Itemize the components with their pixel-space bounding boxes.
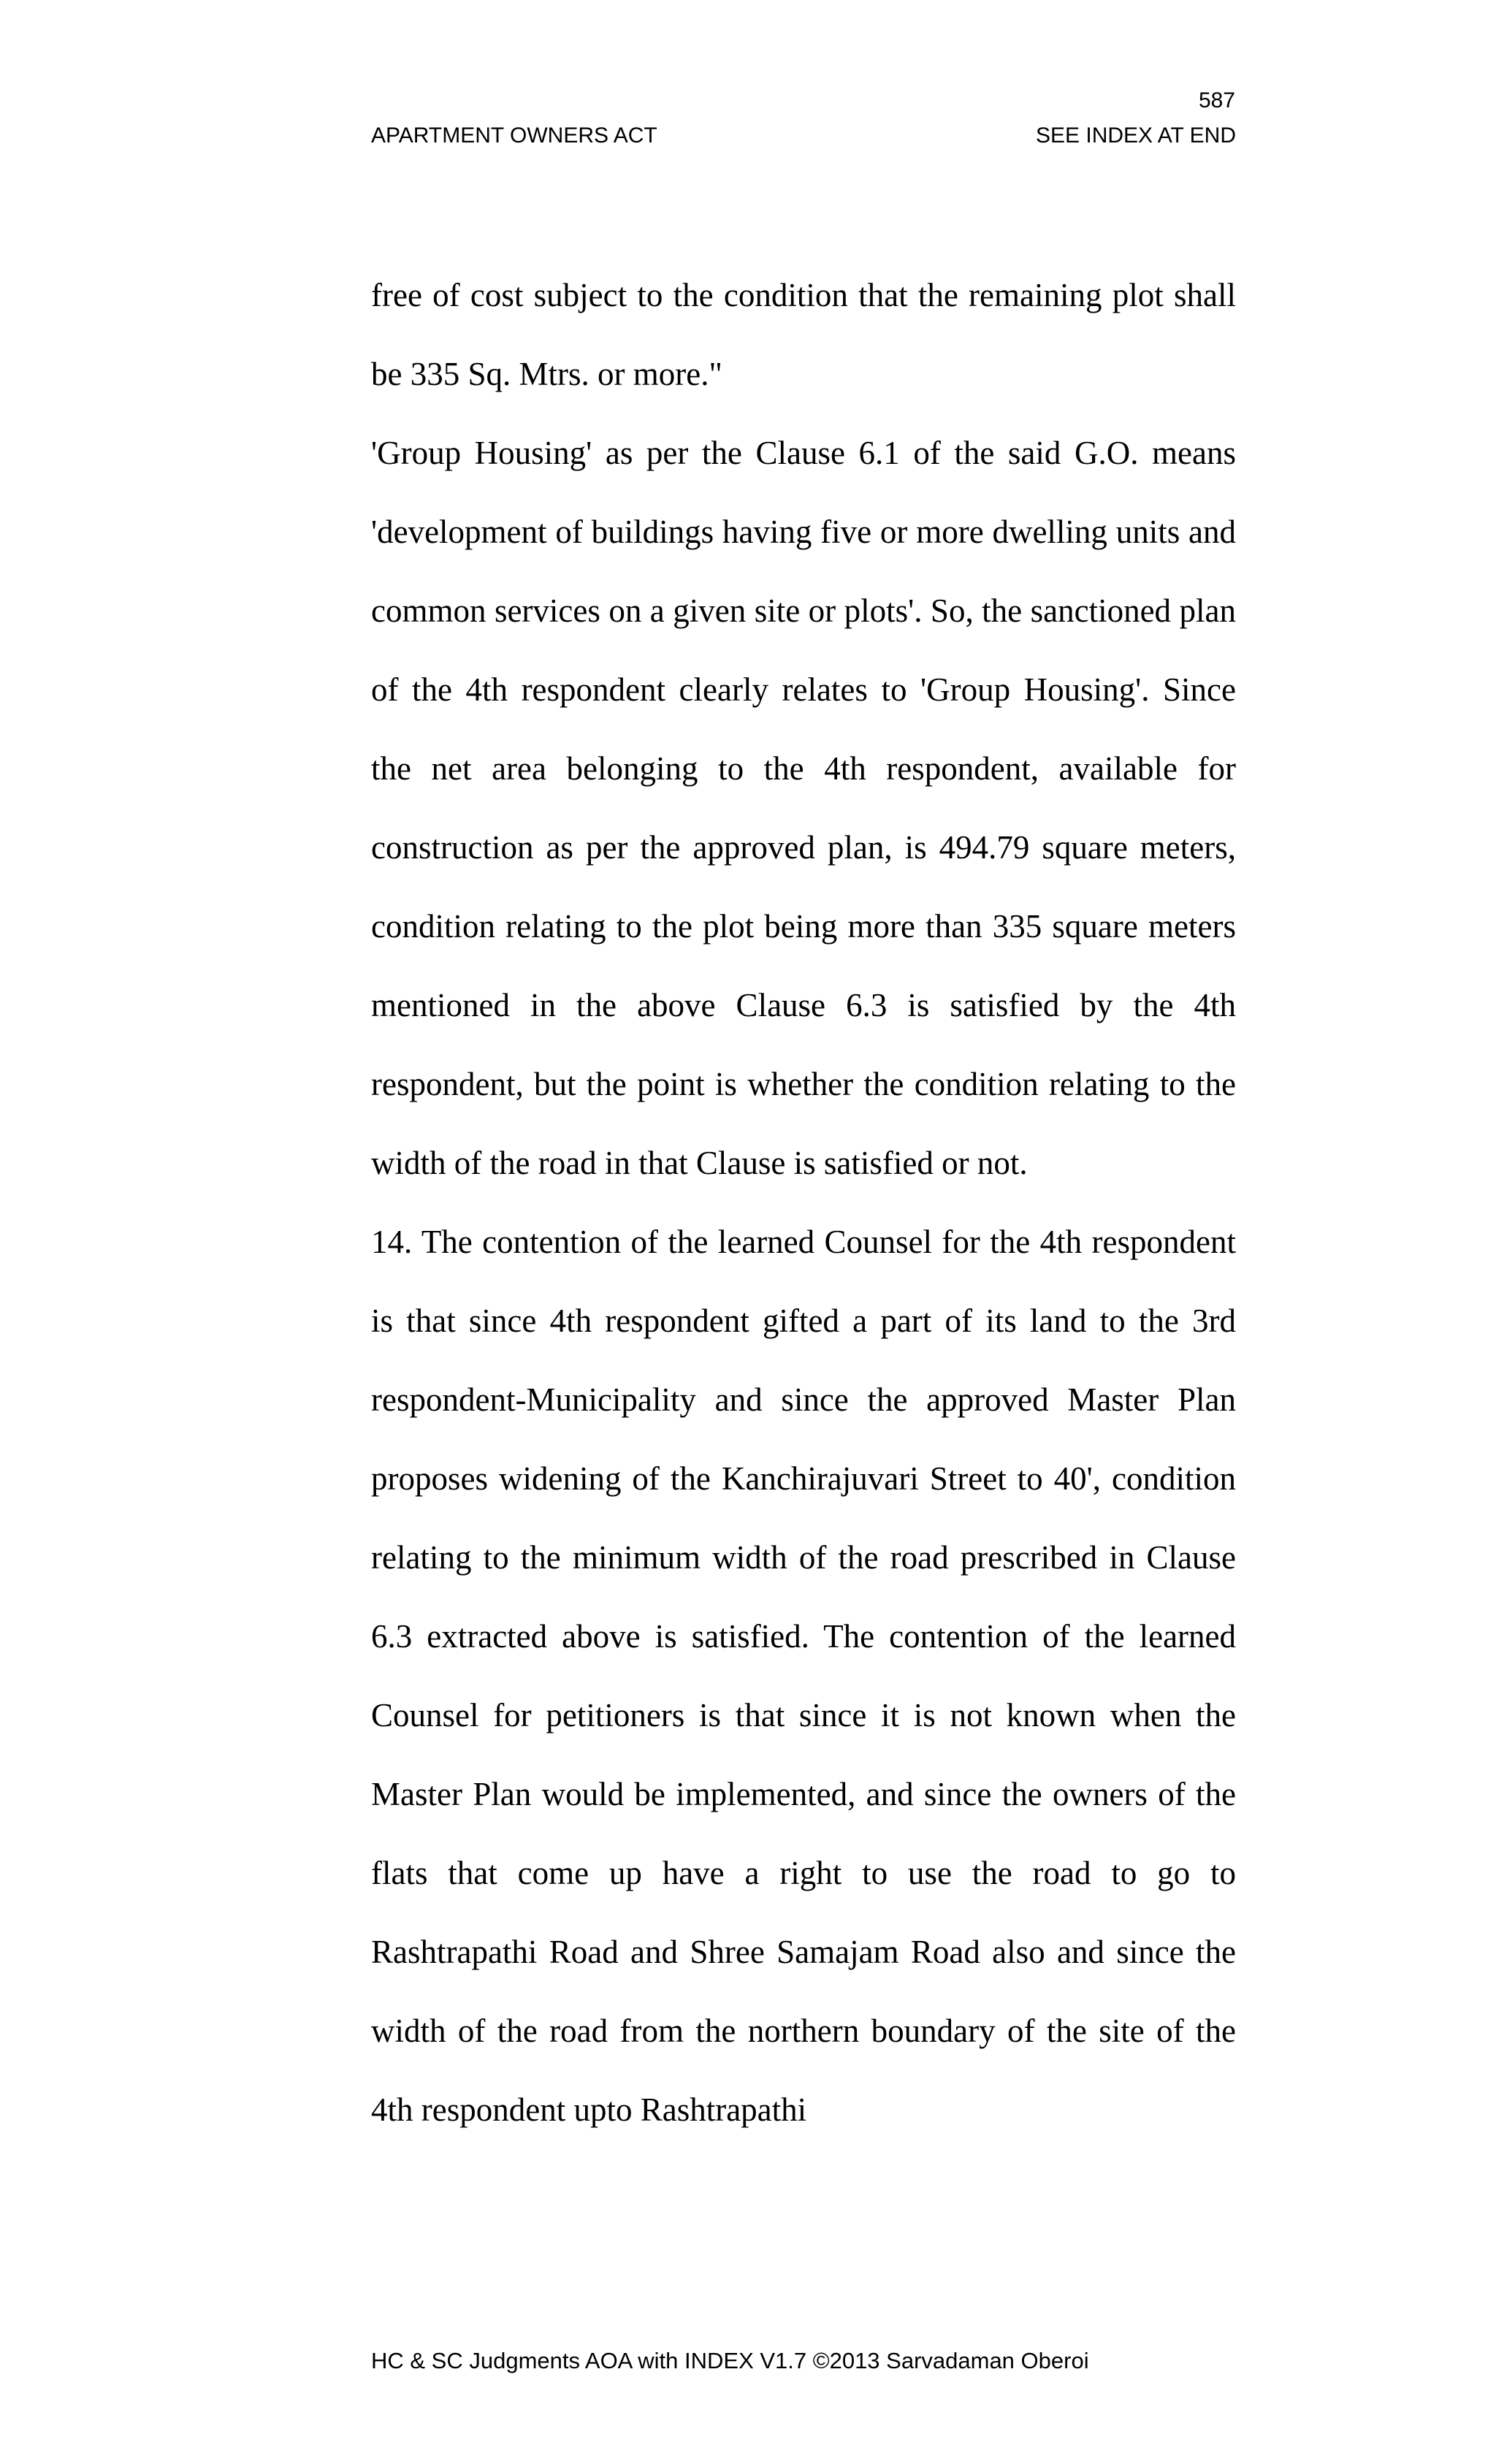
header-right-title: SEE INDEX AT END bbox=[1036, 123, 1236, 148]
paragraph-3: 14. The contention of the learned Counsel for the 4th respondent is that since 4th respondent gifted a part of its land to the 3rd respondent-Municipality and since the approved Master Plan proposes widening of the Kanchirajuvari Street to 40', condition relating to the minimum width of the road prescribed in Clause 6.3 extracted above is satisfied. The contention of the learned Counsel for petitioners is that since it is not known when the Master Plan would be implemented, and since the owners of the flats that come up have a right to use the road to go to Rashtrapathi Road and Shree Samajam Road also and since the width of the road from the northern boundary of the site of the 4th respondent upto Rashtrapathi bbox=[371, 1224, 1236, 2128]
paragraph-2: 'Group Housing' as per the Clause 6.1 of the said G.O. means 'development of buildings having five or more dwelling units and common services on a given site or plots'. So, the sanctioned plan of the 4th respondent clearly relates to 'Group Housing'. Since the net area belonging to the 4th respondent, available for construction as per the approved plan, is 494.79 square meters, condition relating to the plot being more than 335 square meters mentioned in the above Clause 6.3 is satisfied by the 4th respondent, but the point is whether the condition relating to the width of the road in that Clause is satisfied or not. bbox=[371, 435, 1236, 1181]
page-footer: HC & SC Judgments AOA with INDEX V1.7 ©2013 Sarvadaman Oberoi bbox=[371, 2348, 1089, 2373]
header-left-title: APARTMENT OWNERS ACT bbox=[371, 123, 657, 148]
page-number: 587 bbox=[1198, 88, 1235, 112]
document-body bbox=[371, 256, 1236, 2149]
running-header bbox=[371, 121, 1236, 150]
paragraph-1: free of cost subject to the condition that the remaining plot shall be 335 Sq. Mtrs. or more." bbox=[371, 277, 1236, 392]
